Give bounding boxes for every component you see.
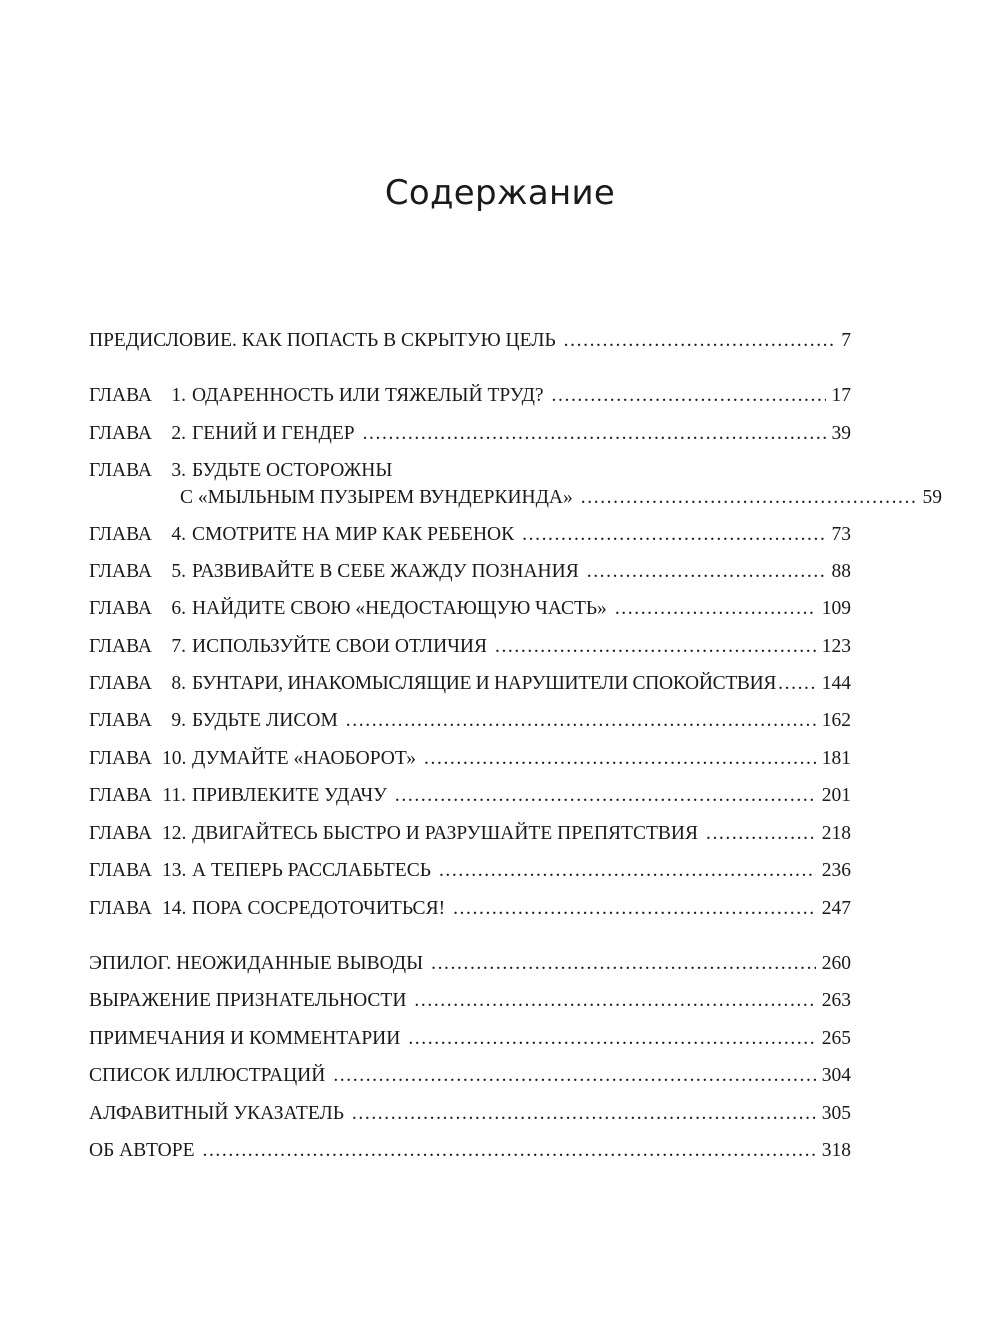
dot-leader [706,820,816,848]
toc-entry-title: БУДЬТЕ ОСТОРОЖНЫ [191,460,393,481]
toc-entry-about-author [89,1137,851,1165]
toc-entry-page: 39 [831,423,851,444]
toc-entry-preface [89,327,851,355]
chapter-label: ГЛАВА [89,423,152,444]
toc-entry-title: ОБ АВТОРЕ [89,1140,195,1161]
toc-entry-page: 181 [821,748,851,769]
toc-entry-page: 7 [841,330,851,351]
dot-leader [587,558,826,586]
toc-entry-chapter-12 [89,820,851,848]
chapter-number: 4. [171,524,186,545]
chapter-label: ГЛАВА [89,460,152,481]
toc-entry-page: 265 [821,1028,851,1049]
toc-entry-page: 123 [821,636,851,657]
toc-entry-title: ОДАРЕННОСТЬ ИЛИ ТЯЖЕЛЫЙ ТРУД? [191,385,544,406]
toc-entry-chapter-8 [89,670,851,698]
toc-entry-title: ПРИМЕЧАНИЯ И КОММЕНТАРИИ [89,1028,401,1049]
toc-entry-page: 305 [821,1103,851,1124]
dot-leader [202,1137,815,1165]
dot-leader [414,987,815,1015]
toc-entry-page: 263 [821,990,851,1011]
chapter-number: 12. [161,823,187,844]
toc-entry-page: 17 [831,385,851,406]
toc-entry-title: ГЕНИЙ И ГЕНДЕР [191,423,355,444]
chapter-label: ГЛАВА [89,561,152,582]
toc-entry-title: ПОРА СОСРЕДОТОЧИТЬСЯ! [191,898,446,919]
toc-entry-chapter-2 [89,420,851,448]
toc-entry-title: СМОТРИТЕ НА МИР КАК РЕБЕНОК [191,524,515,545]
toc-entry-chapter-10 [89,745,851,773]
toc-entry-title: НАЙДИТЕ СВОЮ «НЕДОСТАЮЩУЮ ЧАСТЬ» [191,598,607,619]
chapter-number: 3. [171,460,186,481]
toc-entry-title: ИСПОЛЬЗУЙТЕ СВОИ ОТЛИЧИЯ [191,636,487,657]
toc-entry-title: ПРЕДИСЛОВИЕ. КАК ПОПАСТЬ В СКРЫТУЮ ЦЕЛЬ [89,330,556,351]
chapter-number: 6. [171,598,186,619]
toc-entry-page: 247 [821,898,851,919]
chapter-label: ГЛАВА [89,673,152,694]
toc-entry-title: ДВИГАЙТЕСЬ БЫСТРО И РАЗРУШАЙТЕ ПРЕПЯТСТВИЯ [191,823,698,844]
chapter-number: 11. [162,785,186,806]
chapter-number: 7. [171,636,186,657]
chapter-number: 10. [161,748,187,769]
dot-leader [352,1100,816,1128]
toc-entry-chapter-4 [89,521,851,549]
chapter-label: ГЛАВА [89,636,152,657]
toc-entry-chapter-11 [89,782,851,810]
toc-entry-page: 73 [831,524,851,545]
dot-leader [346,707,816,735]
toc-entry-title: ПРИВЛЕКИТЕ УДАЧУ [191,785,387,806]
dot-leader [778,670,816,698]
toc-entry-illustrations [89,1062,851,1090]
chapter-number: 9. [171,710,186,731]
toc-entry-page: 59 [922,487,942,508]
toc-entry-title: АЛФАВИТНЫЙ УКАЗАТЕЛЬ [89,1103,344,1124]
dot-leader [431,950,816,978]
dot-leader [453,895,816,923]
chapter-number: 13. [161,860,187,881]
toc-entry-page: 304 [821,1065,851,1086]
toc-entry-notes [89,1025,851,1053]
toc-entry-chapter-14 [89,895,851,923]
toc-entry-page: 260 [821,953,851,974]
toc-entry-chapter-3-continued [89,484,942,512]
toc-entry-page: 109 [821,598,851,619]
toc-entry-title: ЭПИЛОГ. НЕОЖИДАННЫЕ ВЫВОДЫ [89,953,424,974]
chapter-number: 8. [171,673,186,694]
chapter-label: ГЛАВА [89,785,152,806]
chapter-label: ГЛАВА [89,823,152,844]
toc-entry-acknowledgements [89,987,851,1015]
chapter-label: ГЛАВА [89,524,152,545]
toc-entry-title-line2: С «МЫЛЬНЫМ ПУЗЫРЕМ ВУНДЕРКИНДА» [180,487,573,508]
dot-leader [615,595,816,623]
dot-leader [564,327,836,355]
chapter-label: ГЛАВА [89,385,152,406]
toc-entry-page: 218 [821,823,851,844]
toc-entry-chapter-3 [89,457,851,485]
toc-entry-chapter-6 [89,595,851,623]
toc-entry-chapter-7 [89,633,851,661]
toc-entry-epilogue [89,950,851,978]
toc-entry-page: 144 [821,673,851,694]
chapter-label: ГЛАВА [89,748,152,769]
dot-leader [522,521,825,549]
chapter-label: ГЛАВА [89,860,152,881]
dot-leader [408,1025,815,1053]
chapter-number: 1. [171,385,186,406]
toc-entry-title: ВЫРАЖЕНИЕ ПРИЗНАТЕЛЬНОСТИ [89,990,407,1011]
toc-entry-chapter-1 [89,382,851,410]
toc-entry-title: А ТЕПЕРЬ РАССЛАБЬТЕСЬ [191,860,431,881]
toc-entry-title: БУНТАРИ, ИНАКОМЫСЛЯЩИЕ И НАРУШИТЕЛИ СПОКОЙСТВИЯ [191,673,777,694]
dot-leader [395,782,816,810]
chapter-label: ГЛАВА [89,598,152,619]
chapter-label: ГЛАВА [89,710,152,731]
dot-leader [552,382,826,410]
dot-leader [333,1062,815,1090]
toc-entry-page: 236 [821,860,851,881]
dot-leader [495,633,816,661]
toc-entry-page: 318 [821,1140,851,1161]
toc-entry-chapter-9 [89,707,851,735]
toc-entry-title: ДУМАЙТЕ «НАОБОРОТ» [191,748,417,769]
dot-leader [424,745,816,773]
chapter-number: 5. [171,561,186,582]
toc-entry-chapter-5 [89,558,851,586]
chapter-number: 14. [161,898,187,919]
dot-leader [581,484,917,512]
toc-entry-title: СПИСОК ИЛЛЮСТРАЦИЙ [89,1065,326,1086]
toc-entry-index [89,1100,851,1128]
chapter-number: 2. [171,423,186,444]
chapter-label: ГЛАВА [89,898,152,919]
toc-entry-title: РАЗВИВАЙТЕ В СЕБЕ ЖАЖДУ ПОЗНАНИЯ [191,561,579,582]
dot-leader [363,420,826,448]
toc-entry-title: БУДЬТЕ ЛИСОМ [191,710,338,731]
page-title: Содержание [384,173,616,213]
toc-entry-page: 201 [821,785,851,806]
dot-leader [439,857,816,885]
toc-entry-page: 162 [821,710,851,731]
toc-entry-page: 88 [831,561,851,582]
toc-entry-chapter-13 [89,857,851,885]
